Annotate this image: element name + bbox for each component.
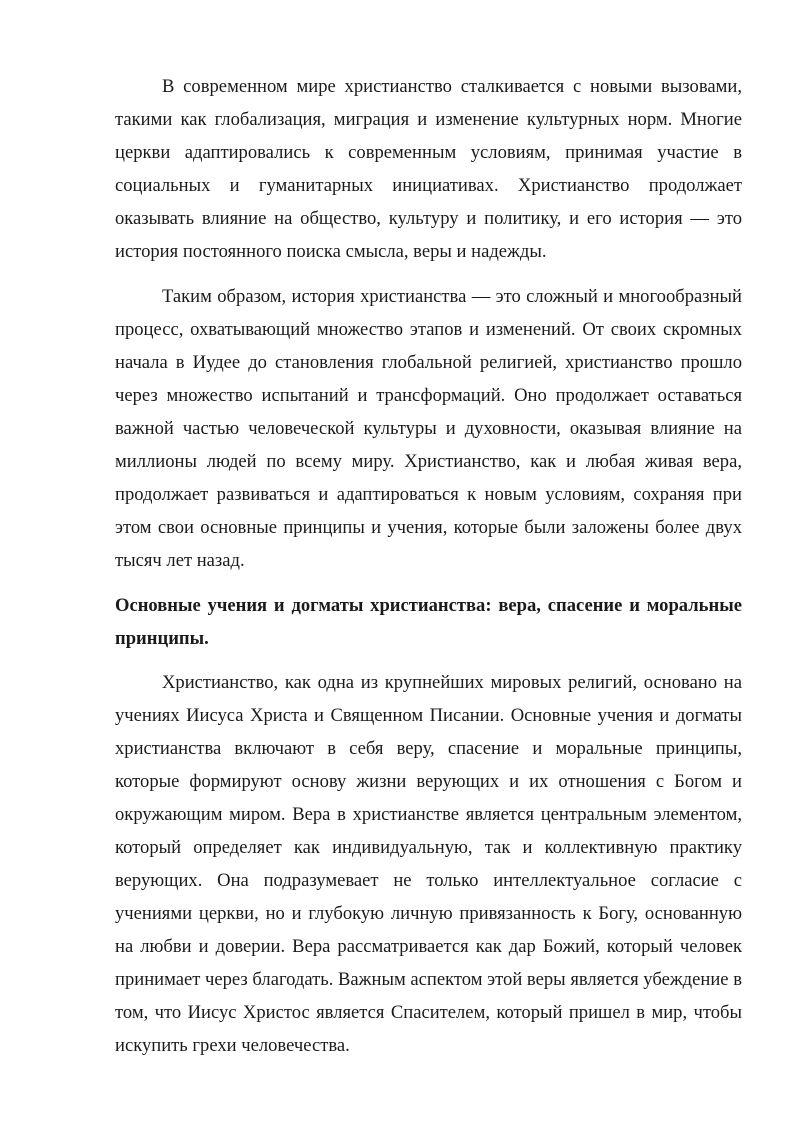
section-heading: Основные учения и догматы христианства: вера, спасение и моральные принципы. xyxy=(115,595,742,649)
paragraph-conclusion: Таким образом, история христианства — это сложный и многообразный процесс, охватывающий множество этапов и изменений. От своих скромных начала в Иудее до становления глобальной религией, христианство прошло через множество испытаний и трансформаций. Оно продолжает оставаться важной частью человеческой культуры и духовности, оказывая влияние на миллионы людей по всему миру. Христианство, как и любая живая вера, продолжает развиваться и адаптироваться к новым условиям, сохраняя при этом свои основные принципы и учения, которые были заложены более двух тысяч лет назад. xyxy=(115,286,742,571)
paragraph-modern-challenges: В современном мире христианство сталкивается с новыми вызовами, такими как глобализация, миграция и изменение культурных норм. Многие церкви адаптировались к современным условиям, принимая участие в социальных и гуманитарных инициативах. Христианство продолжает оказывать влияние на общество, культуру и политику, и его история — это история постоянного поиска смысла, веры и надежды. xyxy=(115,76,742,262)
document-page xyxy=(115,70,742,1074)
paragraph-teachings: Христианство, как одна из крупнейших мировых религий, основано на учениях Иисуса Христа и Священном Писании. Основные учения и догматы христианства включают в себя веру, спасение и моральные принципы, которые формируют основу жизни верующих и их отношения с Богом и окружающим миром. Вера в христианстве является центральным элементом, который определяет как индивидуальную, так и коллективную практику верующих. Она подразумевает не только интеллектуальное согласие с учениями церкви, но и глубокую личную привязанность к Богу, основанную на любви и доверии. Вера рассматривается как дар Божий, который человек принимает через благодать. Важным аспектом этой веры является убеждение в том, что Иисус Христос является Спасителем, который пришел в мир, чтобы искупить грехи человечества. xyxy=(115,672,742,1056)
